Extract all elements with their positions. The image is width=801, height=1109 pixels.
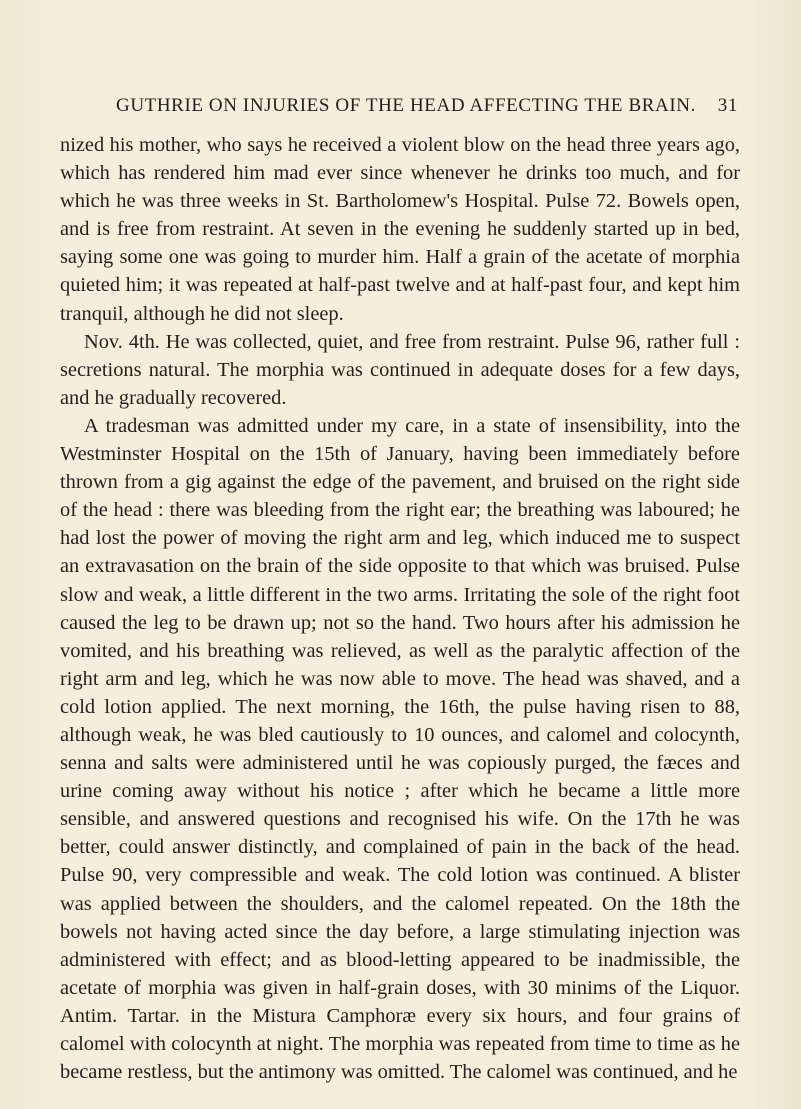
paragraph: Nov. 4th. He was collected, quiet, and free from restraint. Pulse 96, rather full : secretions natural. The morphia was continued in adequate doses for a few days, and he gradually recovered. bbox=[60, 330, 740, 409]
paragraph: A tradesman was admitted under my care, in a state of insensibility, into the Westminster Hospital on the 15th of January, having been immediately before thrown from a gig against the edge of the pavement, and bruised on the right side of the head : there was bleeding from the right ear; the breathing was laboured; he had lost the power of moving the right arm and leg, which induced me to suspect an extravasation on the brain of the side opposite to that which was bruised. Pulse slow and weak, a little different in the two arms. Irritating the sole of the right foot caused the leg to be drawn up; not so the hand. Two hours after his admission he vomited, and his breathing was relieved, as well as the paralytic affection of the right arm and leg, which he was now able to move. The head was shaved, and a cold lotion applied. The next morning, the 16th, the pulse having risen to 88, although weak, he was bled cautiously to 10 ounces, and calomel and colocynth, senna and salts were administered until he was copiously purged, the fæces and urine coming away without his notice ; after which he became a little more sensible, and answered questions and recognised his wife. On the 17th he was better, could answer distinctly, and complained of pain in the back of the head. Pulse 90, very compressible and weak. The cold lotion was continued. A blister was applied between the shoulders, and the calomel repeated. On the 18th the bowels not having acted since the day before, a large stimulating injection was administered with effect; and as blood-letting appeared to be inadmissible, the acetate of morphia was given in half-grain doses, with 30 minims of the Liquor. Antim. Tartar. in the Mistura Camphoræ every six hours, and four grains of calomel with colocynth at night. The morphia was repeated from time to time as he became restless, but the antimony was omitted. The calomel was continued, and he bbox=[60, 414, 740, 1084]
running-head bbox=[116, 94, 738, 118]
paragraph: nized his mother, who says he received a violent blow on the head three years ago, which has rendered him mad ever since whenever he drinks too much, and for which he was three weeks in St. Bartholomew's Hospital. Pulse 72. Bowels open, and is free from restraint. At seven in the evening he suddenly started up in bed, saying some one was going to murder him. Half a grain of the acetate of morphia quieted him; it was repeated at half-past twelve and at half-past four, and kept him tranquil, although he did not sleep. bbox=[60, 134, 740, 325]
page-number: 31 bbox=[717, 95, 738, 116]
running-head-title: GUTHRIE ON INJURIES OF THE HEAD AFFECTING THE BRAIN. bbox=[116, 95, 696, 116]
body-text bbox=[60, 131, 740, 1086]
